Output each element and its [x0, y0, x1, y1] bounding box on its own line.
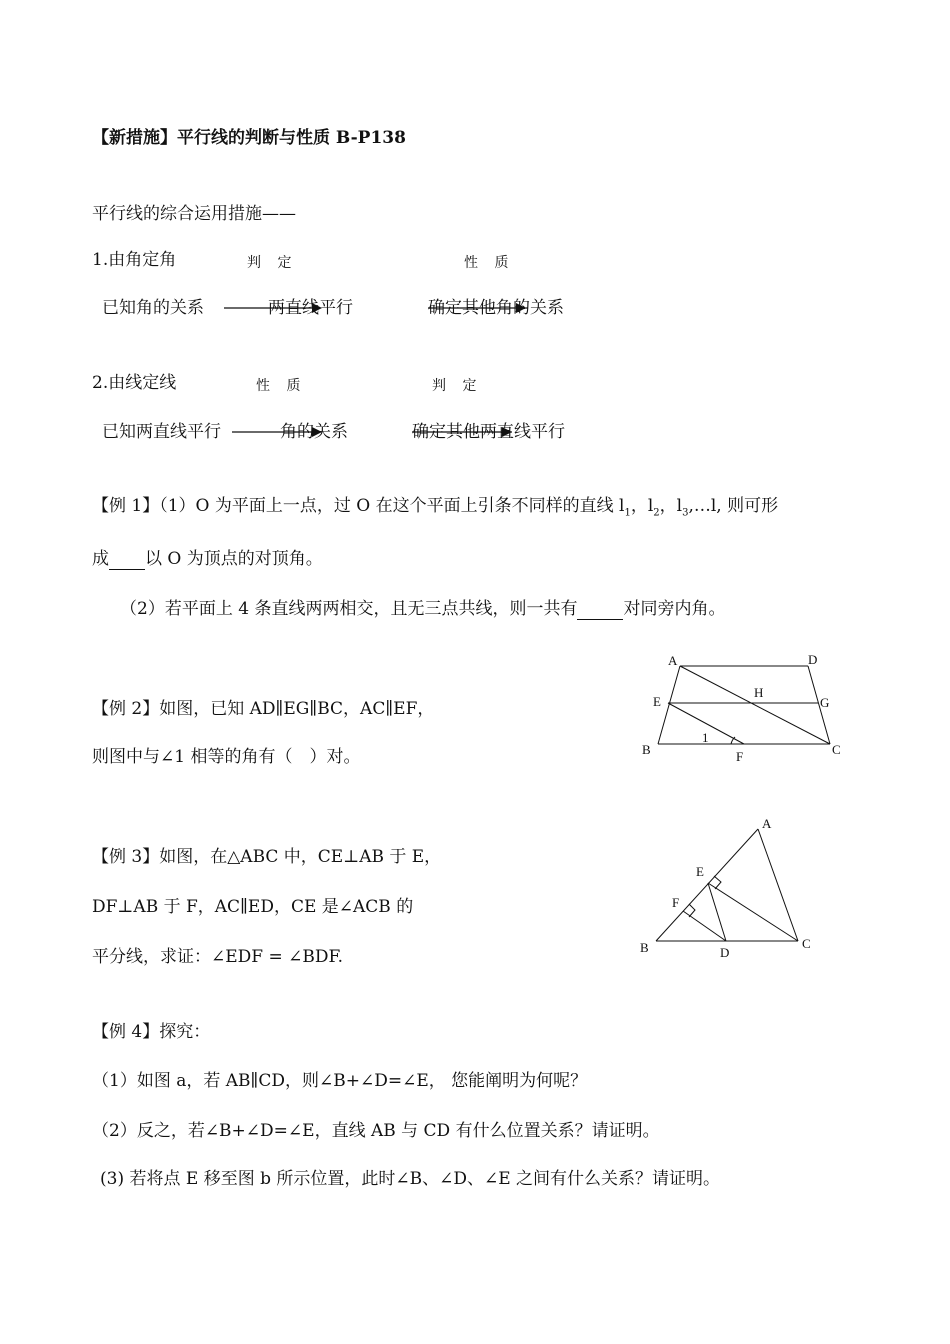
- method1-label-property: 性 质: [464, 255, 515, 271]
- method1-middle: 两直线平行: [268, 298, 353, 318]
- method1-heading: 1.由角定角: [92, 250, 177, 270]
- label-G: G: [820, 695, 830, 710]
- example3-figure: [636, 812, 836, 962]
- method2-middle: 角的关系: [280, 422, 348, 442]
- example3-line3: 平分线，求证：∠EDF = ∠BDF.: [92, 947, 344, 967]
- label-F: F: [672, 895, 680, 910]
- label-B: B: [642, 742, 651, 757]
- method2-end: 确定其他两直线平行: [412, 422, 565, 442]
- example2-line2: 则图中与∠1 相等的角有（ ）对。: [92, 747, 361, 767]
- method2-label-property: 性 质: [256, 378, 307, 394]
- example2-line1: 【例 2】如图，已知 AD∥EG∥BC，AC∥EF，: [92, 699, 435, 719]
- example1-part2: （2）若平面上 4 条直线两两相交，且无三点共线，则一共有 对同旁内角。: [120, 599, 726, 619]
- example3-line2: DF⊥AB 于 F，AC∥ED，CE 是∠ACB 的: [92, 897, 414, 917]
- label-C: C: [802, 936, 811, 951]
- label-C: C: [832, 742, 841, 757]
- answer-blank-1: [109, 553, 145, 570]
- label-D: D: [808, 652, 818, 667]
- label-E: E: [696, 864, 704, 879]
- label-H: H: [754, 685, 764, 700]
- example3-line1: 【例 3】如图，在△ABC 中，CE⊥AB 于 E，: [92, 847, 442, 867]
- page-title: 【新措施】平行线的判断与性质 B-P138: [92, 128, 406, 148]
- label-B: B: [640, 940, 649, 955]
- method1-end: 确定其他角的关系: [428, 298, 564, 318]
- label-A: A: [668, 653, 678, 668]
- example4-heading: 【例 4】探究：: [92, 1022, 211, 1042]
- example4-question-2: （2）反之，若∠B+∠D=∠E，直线 AB 与 CD 有什么位置关系？请证明。: [92, 1121, 660, 1141]
- label-E: E: [653, 694, 661, 709]
- label-A: A: [762, 816, 772, 831]
- method1-start: 已知角的关系: [102, 298, 204, 318]
- example4-question-3: (3) 若将点 E 移至图 b 所示位置，此时∠B、∠D、∠E 之间有什么关系？请证明。: [100, 1169, 721, 1189]
- method2-heading: 2.由线定线: [92, 373, 177, 393]
- example2-figure: [636, 650, 856, 775]
- example1-line1: 【例 1】（1）O 为平面上一点，过 O 在这个平面上引条不同样的直线 $l_1$，$l_2$，$l_3,\dots l$, 则可形: [92, 496, 779, 519]
- method1-label-determine: 判 定: [247, 255, 298, 271]
- label-F: F: [736, 749, 744, 764]
- method2-start: 已知两直线平行: [102, 422, 221, 442]
- example1-line2: 成 以 O 为顶点的对顶角。: [92, 549, 323, 569]
- label-D: D: [720, 945, 730, 960]
- intro-text: 平行线的综合运用措施——: [92, 204, 296, 224]
- answer-blank-2: [577, 603, 623, 620]
- method2-label-determine: 判 定: [432, 378, 483, 394]
- example4-question-1: （1）如图 a，若 AB∥CD，则∠B+∠D=∠E， 您能阐明为何呢？: [92, 1071, 588, 1091]
- angle-label-1: 1: [702, 730, 709, 745]
